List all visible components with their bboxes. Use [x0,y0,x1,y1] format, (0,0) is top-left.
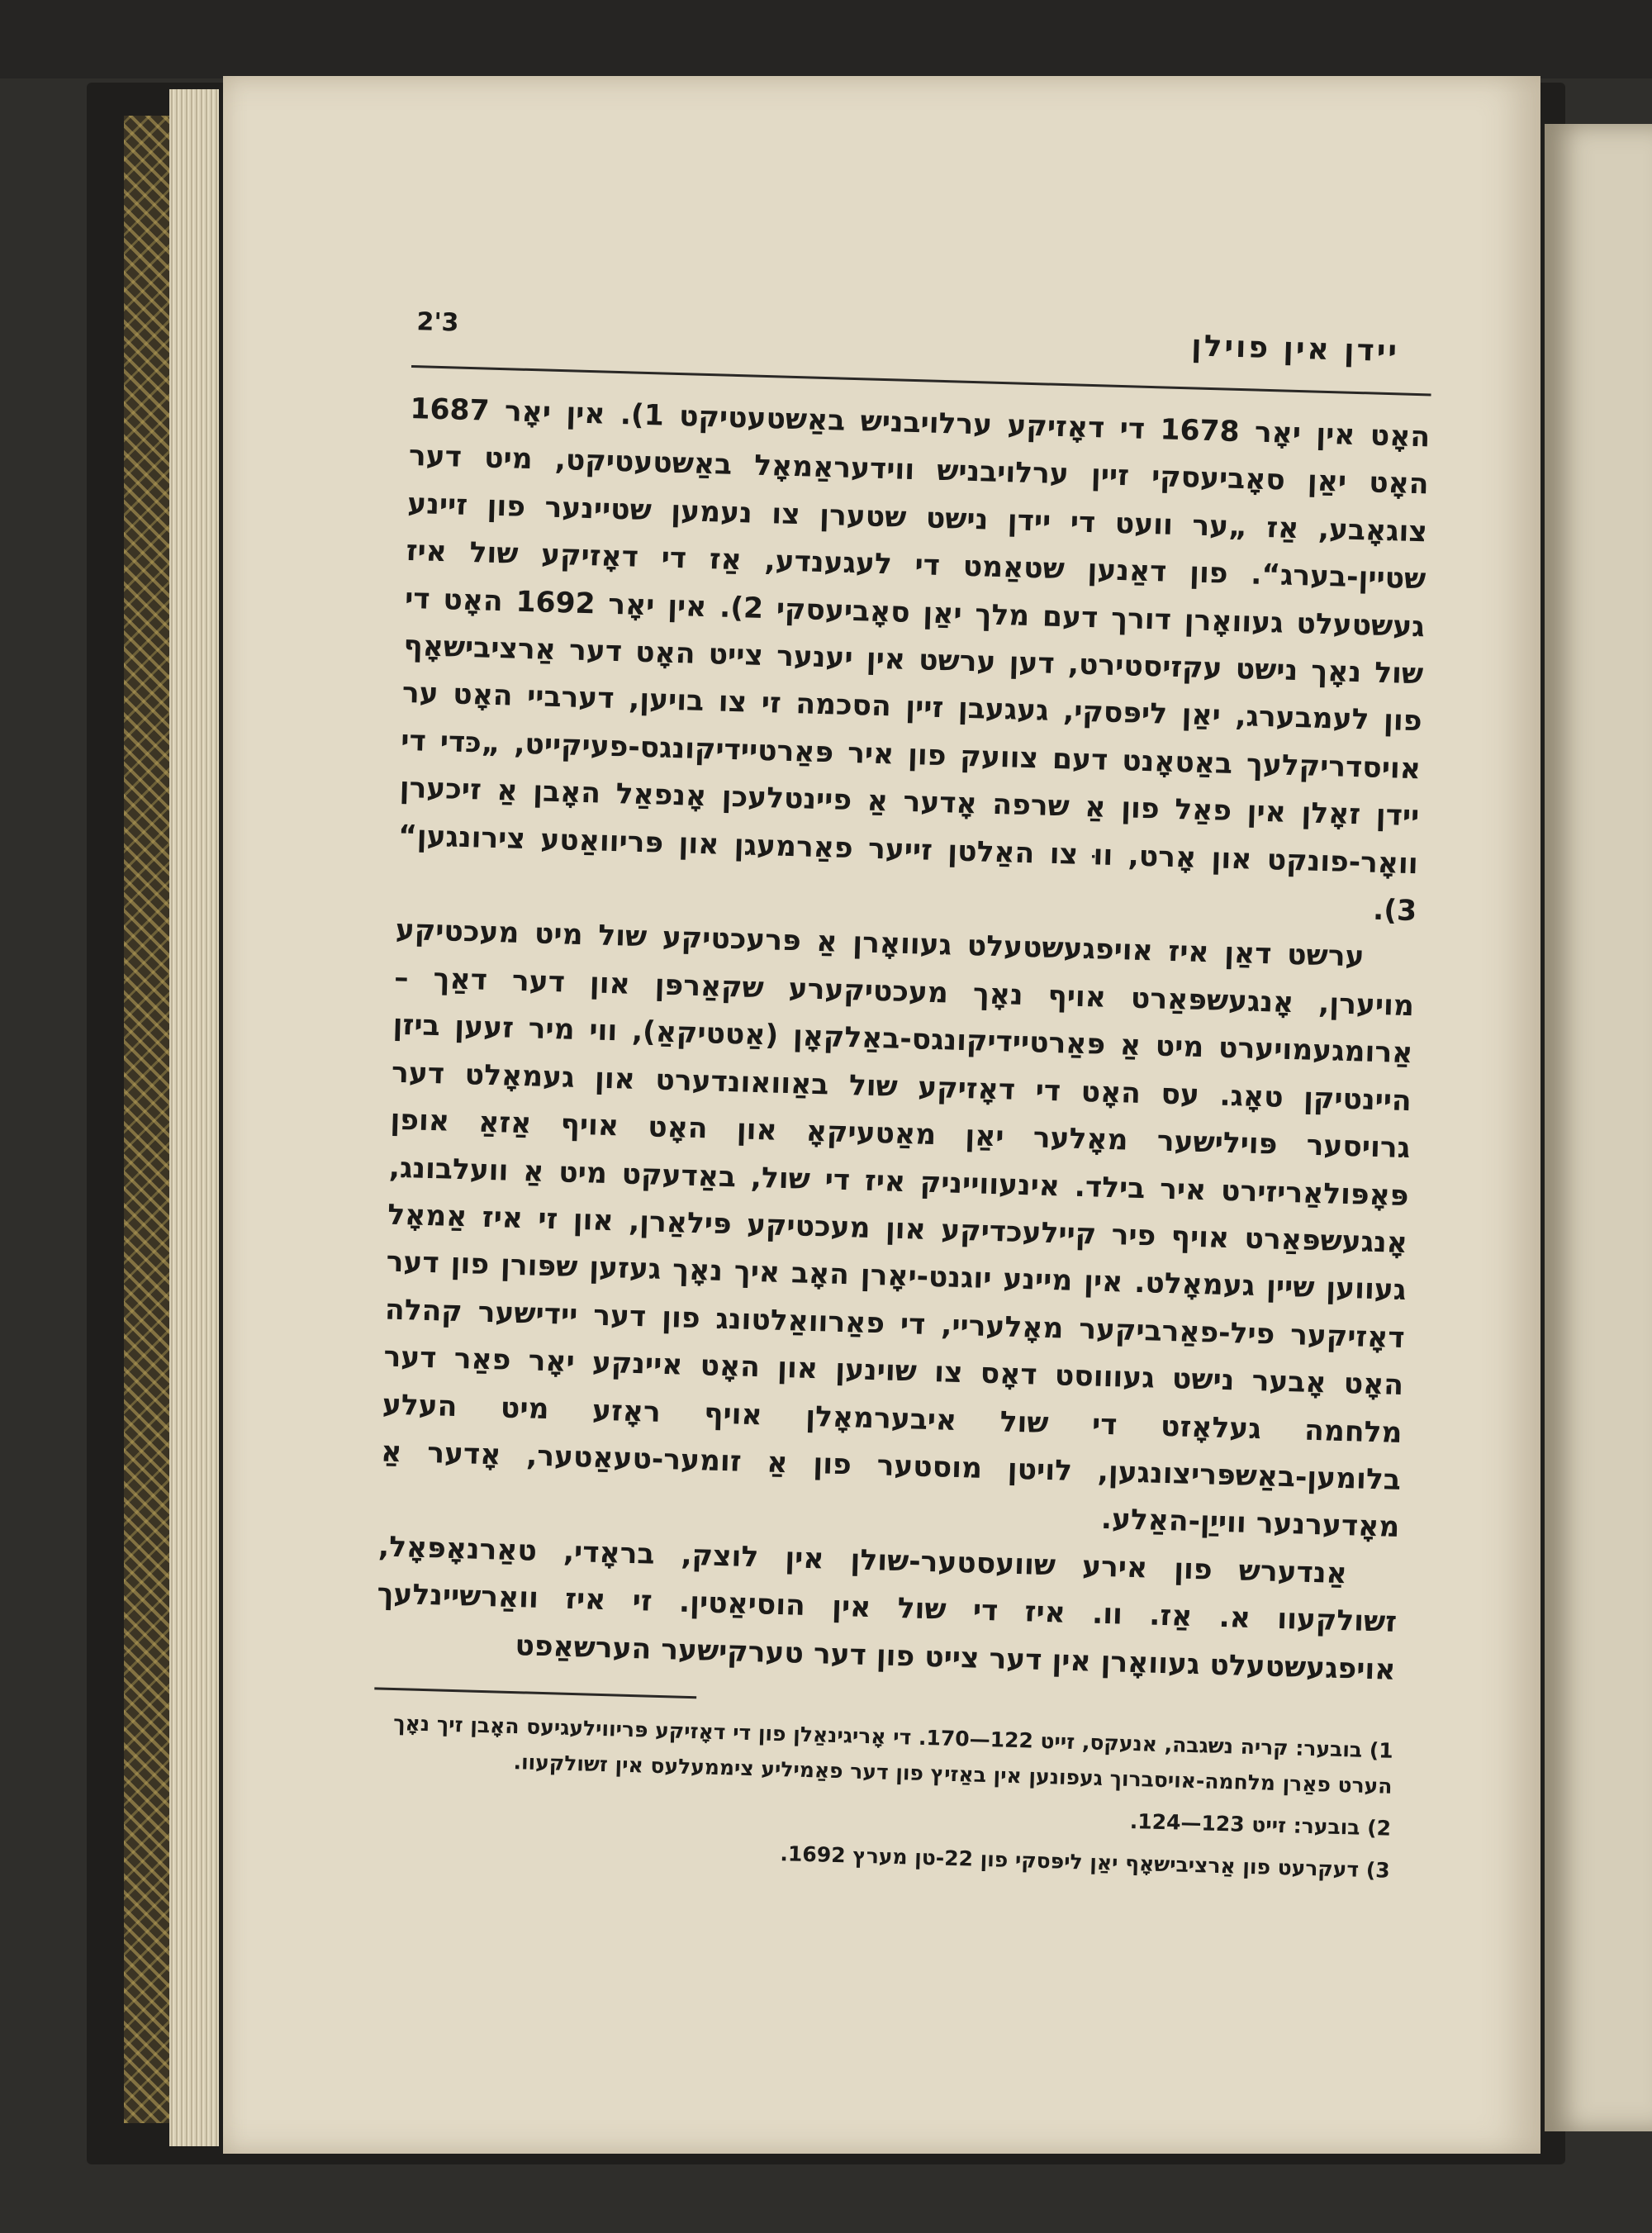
footnote: 1) בובער: קריה נשגבה, אנעקס, זייט 122—170. די אָריגינאַלן פון די דאָזיקע פּריווילעגיעס האָבן זיך נאָך הערט פאַרן מלחמה-אויסברוך געפונען אין באַזיץ פון דער פאַמיליע ציממעלעס אין זשולקעוו. [392,1710,1394,1798]
paragraph: האָט אין יאָר 1678 די דאָזיקע ערלויבניש באַשטעטיקט 1). אין יאָר 1687 האָט יאַן סאָביעסקי זיין ערלויבניש ווידעראַמאָל באַשטעטיקט, מיט דער צוגאָבע, אַז „ער וועט די יידן נישט שטערן צו נעמען שטיינער פון זיינע שטיין-בערג“. פון דאַנען שטאַמט די לעגענדע, אַז די דאָזיקע שול איז געשטעלט געוואָרן דורך דעם מלך יאַן סאָביעסקי 2). אין יאָר 1692 האָט די שול נאָך נישט עקזיסטירט, דען ערשט אין יענער צייט האָט דער אַרציבישאָף פון לעמבערג, יאַן ליפּסקי, געגעבן זיין הסכמה זי צו בויען, דערביי האָט ער אויסדריקלעך באַטאָנט דעם צוועק פון איר פּאַרטיידיקונגס-פעיקייט, „כּדי די יידן זאָלן אין פאַל פון אַ שרפה אָדער אַ פיינטלעכן אָנפאַל האָבן אַ זיכערן וואָר-פונקט און אָרט, ווּ צו האַלטן זייער פאַרמעגן און פּריוואַטע צירונגען“ 3). [397,392,1431,929]
body-text [375,386,1431,1694]
background-top [0,0,1652,78]
footnote: 3) דעקרעט פון אַרציבישאָף יאַן ליפּסקי פון 22-טן מערץ 1692. [780,1841,1391,1883]
page-number: 2'3 [416,307,459,338]
footnotes [370,1704,1394,1888]
footnote: 2) בובער: זייט 123—124. [1129,1808,1392,1841]
paragraph: ערשט דאַן איז אויפגעשטעלט געוואָרן אַ פּרעכטיקע שול מיט מעכטיקע מויערן, אָנגעשפּאַרט אויף נאָך מעכטיקערע שקאַרפּן און דער דאַך – אַרומגעמויערט מיט אַ פּאַרטיידיקונגס-באַלקאָן (אַטטיקאַ), ווי מיר זעען ביזן היינטיקן טאָג. עס האָט די דאָזיקע שול באַוואונדערט און געמאָלט דער גרויסער פּוילישער מאָלער יאַן מאַטעיקאָ און האָט אויף אַזאַ אופן פּאָפּולאַריזירט איר בילד. אינעווייניק איז די שול, באַדעקט מיט אַ וועלבונג, אָנגעשפּאַרט אויף פיר קיילעכדיקע און מעכטיקע פּילאַרן, און זי איז אַמאָל געווען שיין געמאָלט. אין מיינע יוגנט-יאָרן האָב איך נאָך געזען שפּורן פון דער דאָזיקער פיל-פאַרביקער מאָלעריי, די פאַרוואַלטונג פון דער יידישער קהלה האָט אָבער נישט געוווסט דאָס צו שוינען און האָט איינקע יאָר פאַר דער מלחמה געלאָזט די שול איבערמאָלן אויף ראָזע מיט העלע בלומען-באַשפּריצונגען, לויטן מוסטער פון אַ זומער-טעאַטער, אָדער אַ מאָדערנער ווייַן-האַלע. [380,914,1415,1545]
paragraph: אַנדערש פון אירע שוועסטער-שולן אין לוצק, בראָדי, טאַרנאָפּאָל, זשולקעוו א. אַז. וו. איז די שול אין הוסיאַטין. זי איז וואַרשיינלעך אויפגעשטעלט געוואָרן אין דער צייט פון דער טערקישער הערשאַפט [376,1530,1398,1687]
facing-page-edge [1545,124,1652,2131]
running-head: יידן אין פוילן [1190,329,1400,369]
page-content [369,307,1432,1895]
page-edges [169,89,219,2146]
footnote-divider [374,1687,696,1699]
